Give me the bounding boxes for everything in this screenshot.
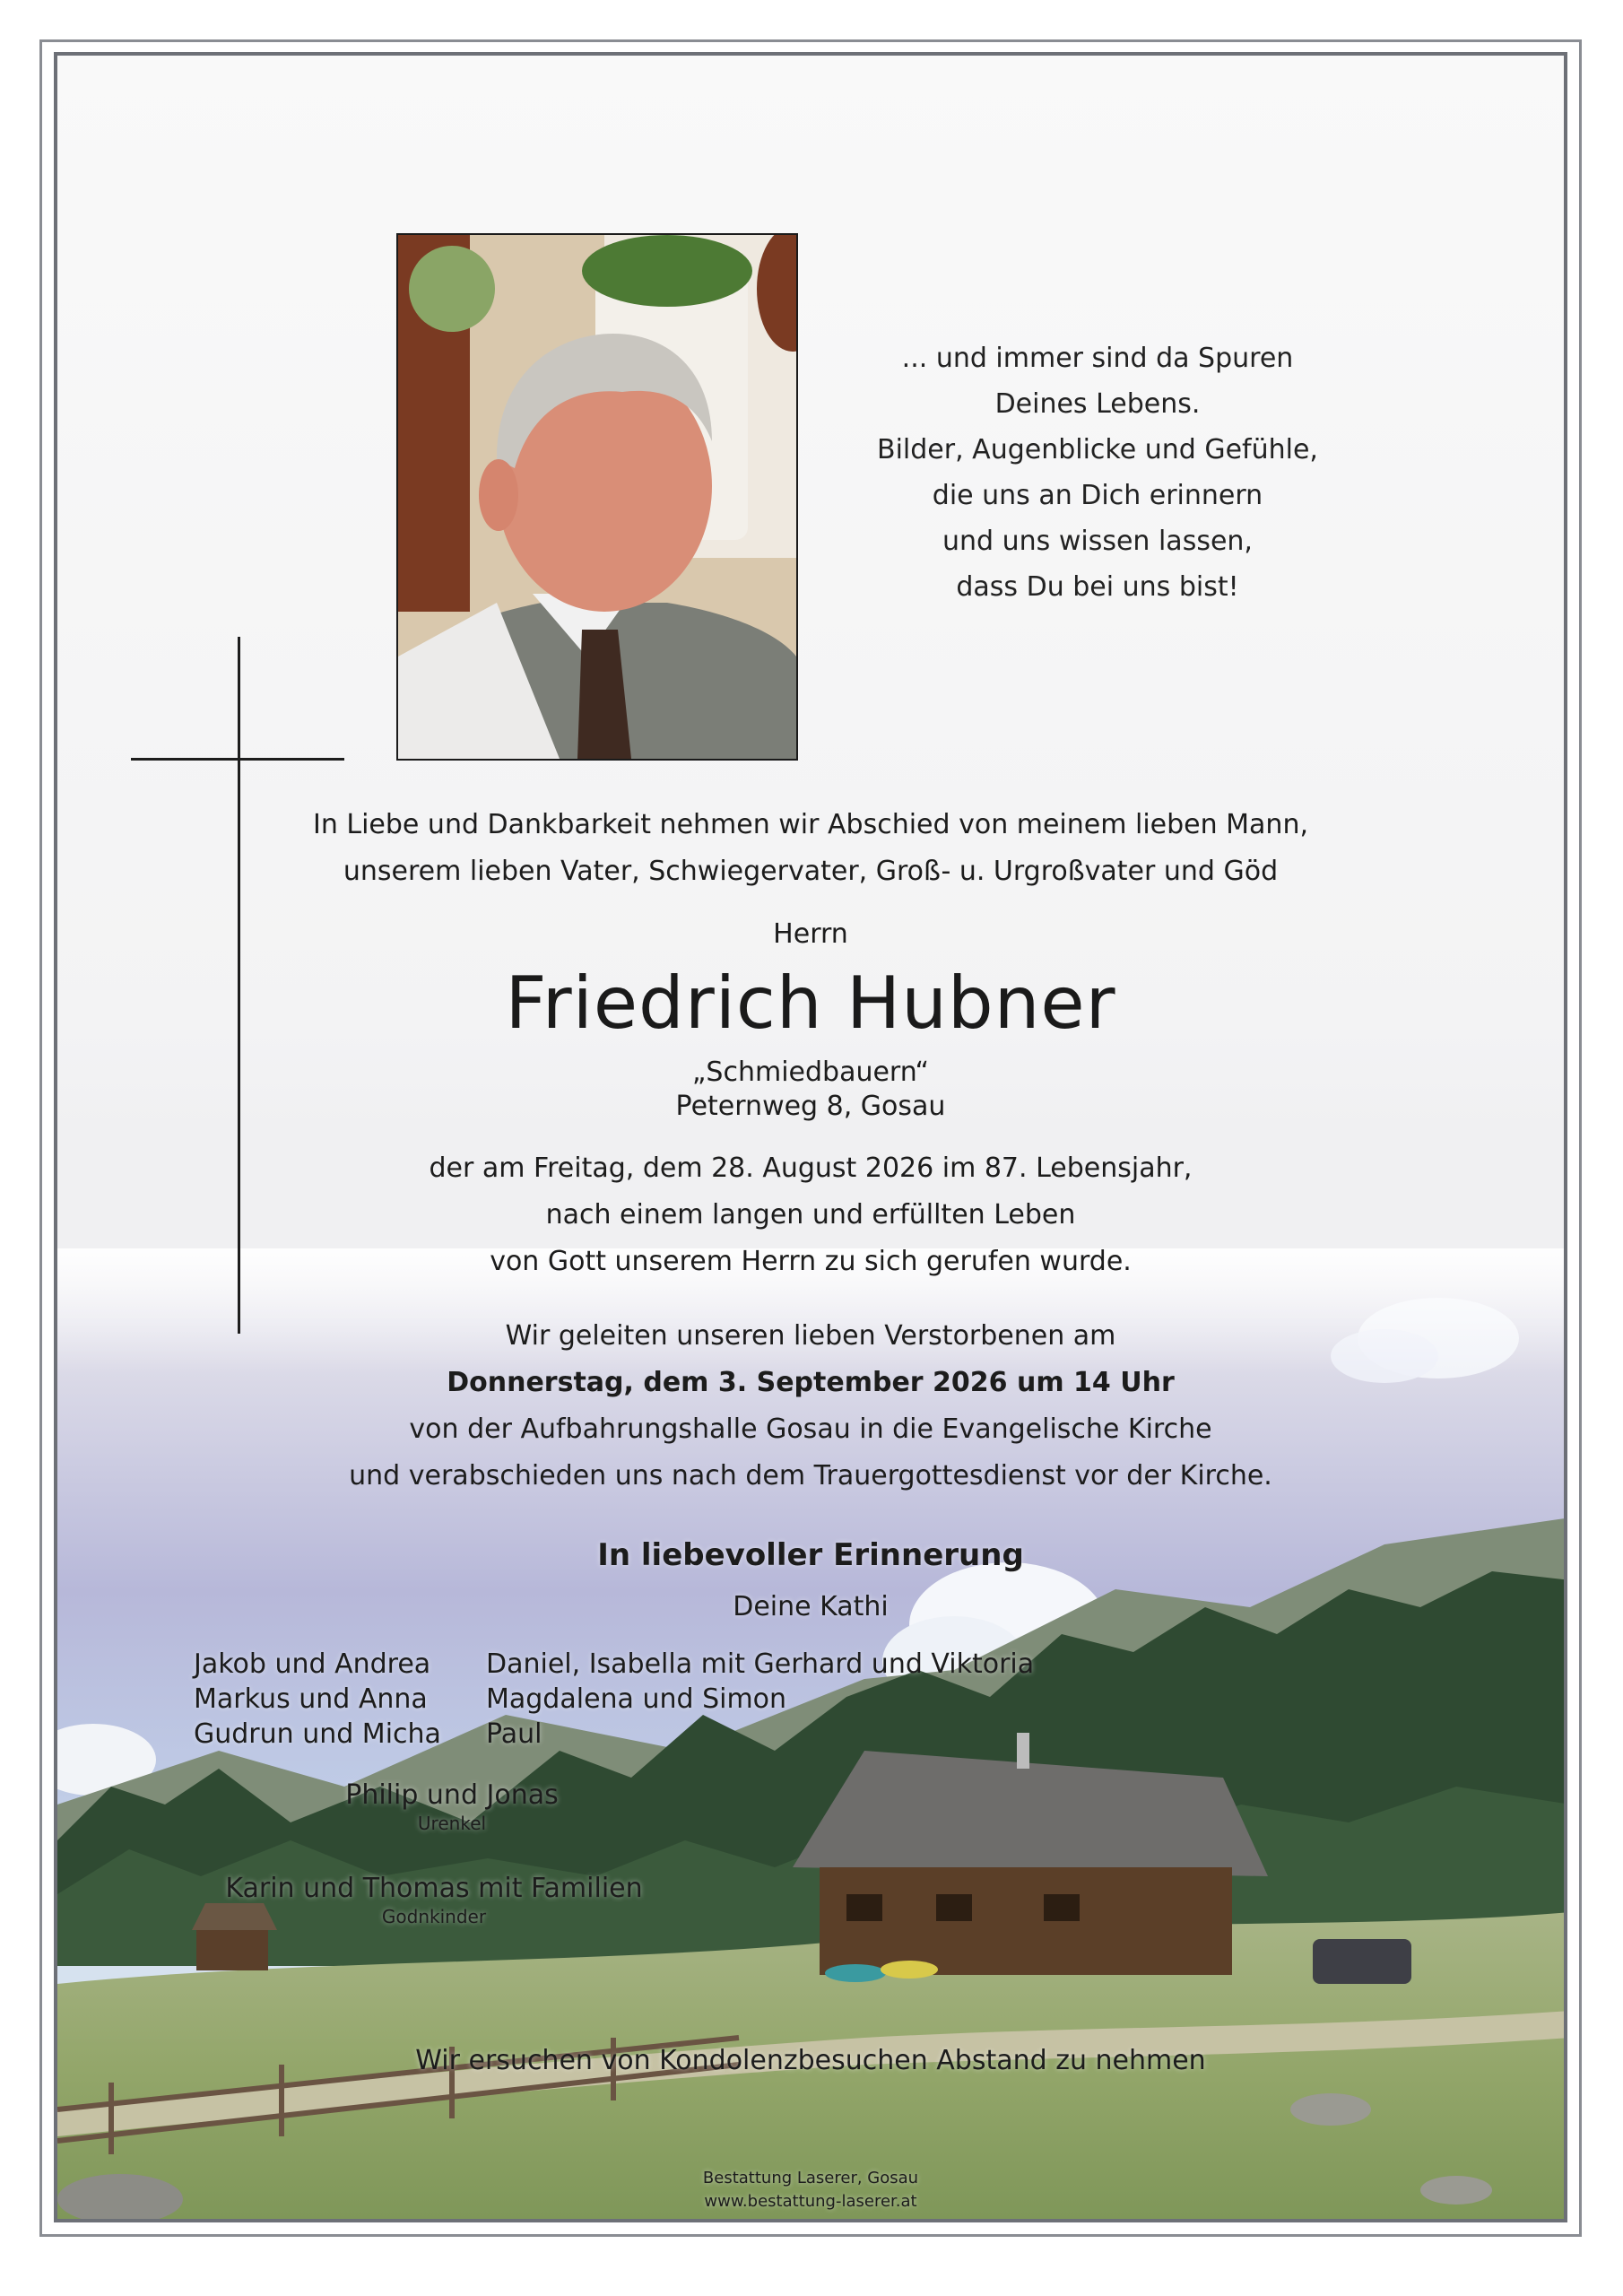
mourner-entry: Markus und Anna: [194, 1683, 428, 1715]
mourner-entry: Magdalena und Simon: [486, 1683, 787, 1715]
mourner-wife: Deine Kathi: [733, 1591, 889, 1622]
funeral-line: und verabschieden uns nach dem Trauergottesdienst vor der Kirche.: [349, 1460, 1272, 1492]
funeral-line: Wir geleiten unseren lieben Verstorbenen am: [505, 1320, 1116, 1352]
deceased-nickname: „Schmiedbauern“: [691, 1057, 930, 1088]
mourners-grandchildren: [486, 1647, 1034, 1752]
undertaker-website[interactable]: www.bestattung-laserer.at: [704, 2192, 917, 2211]
poem-line: Deines Lebens.: [994, 388, 1201, 420]
poem-line: und uns wissen lassen,: [942, 526, 1253, 557]
farewell-intro: [57, 802, 1564, 895]
obituary-card: [54, 52, 1567, 2222]
poem-line: Bilder, Augenblicke und Gefühle,: [877, 434, 1318, 465]
salutation: Herrn: [773, 918, 848, 950]
memory-heading: In liebevoller Erinnerung: [597, 1537, 1024, 1573]
poem-line: die uns an Dich erinnern: [932, 480, 1263, 511]
death-notice-line: nach einem langen und erfüllten Leben: [545, 1199, 1076, 1231]
death-notice-line: von Gott unserem Herrn zu sich gerufen wurde.: [490, 1246, 1132, 1277]
undertaker-info: [57, 2167, 1564, 2213]
cross-symbol-horizontal: [131, 758, 344, 761]
mourner-entry: Paul: [486, 1718, 542, 1750]
deceased-address: Peternweg 8, Gosau: [675, 1091, 946, 1122]
relation-label: Urenkel: [417, 1813, 487, 1834]
deceased-details: [57, 1056, 1564, 1124]
mourner-entry: Daniel, Isabella mit Gerhard und Viktoria: [486, 1648, 1035, 1680]
mourner-entry: Philip und Jonas: [345, 1779, 559, 1811]
portrait-photo: [396, 233, 798, 761]
poem-line: dass Du bei uns bist!: [956, 571, 1239, 603]
poem-line: ... und immer sind da Spuren: [901, 343, 1294, 374]
condolence-request: Wir ersuchen von Kondolenzbesuchen Abstand zu nehmen: [415, 2045, 1206, 2076]
mourner-entry: Gudrun und Micha: [194, 1718, 441, 1750]
mourner-entry: Jakob und Andrea: [194, 1648, 431, 1680]
intro-line: In Liebe und Dankbarkeit nehmen wir Abschied von meinem lieben Mann,: [312, 809, 1308, 840]
death-notice: [57, 1145, 1564, 1285]
funeral-details: [57, 1313, 1564, 1500]
mourners-godchildren: [183, 1873, 685, 1927]
mourners-children: [194, 1647, 441, 1752]
undertaker-name: Bestattung Laserer, Gosau: [702, 2169, 919, 2187]
death-notice-line: der am Freitag, dem 28. August 2026 im 87. Lebensjahr,: [429, 1152, 1193, 1184]
funeral-line: von der Aufbahrungshalle Gosau in die Evangelische Kirche: [409, 1413, 1212, 1445]
mourners-great-grandchildren: [273, 1779, 631, 1834]
funeral-date: Donnerstag, dem 3. September 2026 um 14 Uhr: [447, 1367, 1175, 1398]
memorial-poem: [864, 335, 1331, 610]
relation-label: Godnkinder: [381, 1906, 487, 1927]
mourner-entry: Karin und Thomas mit Familien: [225, 1873, 643, 1904]
intro-line: unserem lieben Vater, Schwiegervater, Groß- u. Urgroßvater und Göd: [343, 856, 1279, 887]
deceased-name: Friedrich Hubner: [505, 961, 1116, 1045]
